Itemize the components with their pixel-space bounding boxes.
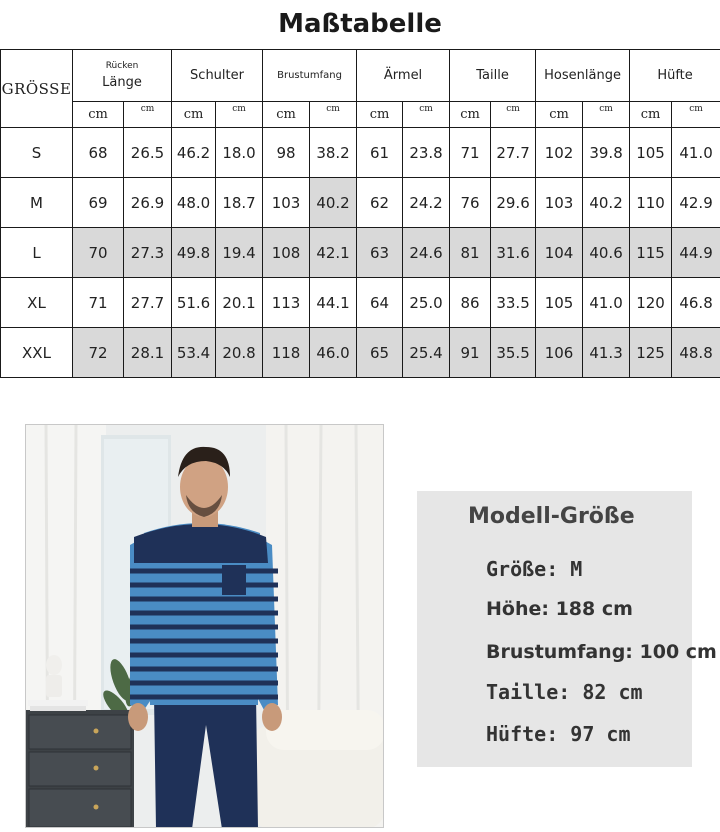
table-cell: 104	[536, 228, 583, 278]
table-cell: 46.2	[172, 128, 216, 178]
model-illustration	[26, 425, 384, 828]
model-size-title: Modell-Größe	[468, 504, 635, 529]
table-cell: 64	[357, 278, 403, 328]
group-header-waist: Taille	[450, 50, 536, 102]
table-cell: 20.8	[216, 328, 263, 378]
table-cell: 86	[450, 278, 491, 328]
unit-cell: cm	[583, 102, 630, 128]
table-cell: 24.6	[403, 228, 450, 278]
table-cell: 110	[630, 178, 672, 228]
size-label: S	[1, 128, 73, 178]
table-cell: 72	[73, 328, 124, 378]
table-cell: 106	[536, 328, 583, 378]
table-cell: 68	[73, 128, 124, 178]
model-size-line: Größe: M	[486, 557, 583, 581]
table-cell: 63	[357, 228, 403, 278]
model-photo	[25, 424, 384, 828]
table-cell: 38.2	[310, 128, 357, 178]
table-cell: 76	[450, 178, 491, 228]
model-hip-line: Hüfte: 97 cm	[486, 722, 631, 746]
size-chart-table	[0, 49, 720, 378]
table-cell: 44.9	[672, 228, 720, 278]
unit-cell: cm	[630, 102, 672, 128]
table-cell: 27.7	[124, 278, 172, 328]
table-cell: 53.4	[172, 328, 216, 378]
table-row-s	[1, 128, 720, 178]
page-title: Maßtabelle	[278, 9, 442, 39]
size-label: XXL	[1, 328, 73, 378]
table-cell: 46.0	[310, 328, 357, 378]
table-cell: 103	[263, 178, 310, 228]
table-cell: 24.2	[403, 178, 450, 228]
table-cell: 31.6	[491, 228, 536, 278]
unit-cell: cm	[73, 102, 124, 128]
size-label: XL	[1, 278, 73, 328]
unit-cell: cm	[357, 102, 403, 128]
unit-cell: cm	[263, 102, 310, 128]
table-cell: 62	[357, 178, 403, 228]
table-cell: 102	[536, 128, 583, 178]
table-cell: 19.4	[216, 228, 263, 278]
group-header-sleeve: Ärmel	[357, 50, 450, 102]
table-cell: 71	[450, 128, 491, 178]
table-cell: 27.3	[124, 228, 172, 278]
unit-cell: cm	[403, 102, 450, 128]
table-row-l	[1, 228, 720, 278]
table-cell: 25.4	[403, 328, 450, 378]
table-cell: 91	[450, 328, 491, 378]
size-header: GRÖSSE	[1, 50, 73, 128]
header-row-units	[1, 102, 720, 128]
table-cell: 29.6	[491, 178, 536, 228]
model-height-line: Höhe: 188 cm	[486, 598, 633, 620]
table-cell: 70	[73, 228, 124, 278]
table-cell: 18.7	[216, 178, 263, 228]
table-cell: 40.2	[310, 178, 357, 228]
size-label: L	[1, 228, 73, 278]
table-cell: 71	[73, 278, 124, 328]
table-cell: 35.5	[491, 328, 536, 378]
table-cell: 113	[263, 278, 310, 328]
table-cell: 33.5	[491, 278, 536, 328]
table-cell: 40.6	[583, 228, 630, 278]
unit-cell: cm	[672, 102, 720, 128]
table-cell: 41.0	[583, 278, 630, 328]
table-cell: 44.1	[310, 278, 357, 328]
unit-cell: cm	[310, 102, 357, 128]
table-cell: 51.6	[172, 278, 216, 328]
unit-cell: cm	[536, 102, 583, 128]
header-row-groups	[1, 50, 720, 102]
table-cell: 115	[630, 228, 672, 278]
table-cell: 48.0	[172, 178, 216, 228]
table-cell: 25.0	[403, 278, 450, 328]
table-cell: 118	[263, 328, 310, 378]
table-cell: 49.8	[172, 228, 216, 278]
table-cell: 65	[357, 328, 403, 378]
group-header-label: Länge	[102, 75, 142, 90]
unit-cell: cm	[124, 102, 172, 128]
table-cell: 120	[630, 278, 672, 328]
table-cell: 28.1	[124, 328, 172, 378]
table-cell: 20.1	[216, 278, 263, 328]
table-cell: 81	[450, 228, 491, 278]
size-label: M	[1, 178, 73, 228]
table-cell: 46.8	[672, 278, 720, 328]
group-header-top: Rücken	[105, 61, 139, 71]
table-cell: 105	[536, 278, 583, 328]
table-row-xl	[1, 278, 720, 328]
table-cell: 98	[263, 128, 310, 178]
table-cell: 39.8	[583, 128, 630, 178]
table-cell: 26.5	[124, 128, 172, 178]
table-cell: 125	[630, 328, 672, 378]
table-cell: 18.0	[216, 128, 263, 178]
table-cell: 27.7	[491, 128, 536, 178]
table-cell: 108	[263, 228, 310, 278]
unit-cell: cm	[491, 102, 536, 128]
table-cell: 23.8	[403, 128, 450, 178]
unit-cell: cm	[216, 102, 263, 128]
group-header-length	[73, 50, 172, 102]
table-cell: 103	[536, 178, 583, 228]
model-waist-line: Taille: 82 cm	[486, 680, 643, 704]
table-cell: 26.9	[124, 178, 172, 228]
group-header-shoulder: Schulter	[172, 50, 263, 102]
table-row-xxl	[1, 328, 720, 378]
table-cell: 48.8	[672, 328, 720, 378]
table-cell: 42.9	[672, 178, 720, 228]
table-row-m	[1, 178, 720, 228]
table-cell: 40.2	[583, 178, 630, 228]
unit-cell: cm	[172, 102, 216, 128]
table-cell: 69	[73, 178, 124, 228]
table-cell: 41.0	[672, 128, 720, 178]
model-chest-line: Brustumfang: 100 cm	[486, 641, 717, 663]
table-cell: 41.3	[583, 328, 630, 378]
group-header-hip: Hüfte	[630, 50, 720, 102]
table-cell: 42.1	[310, 228, 357, 278]
group-header-trouser-length: Hosenlänge	[536, 50, 630, 102]
table-cell: 105	[630, 128, 672, 178]
unit-cell: cm	[450, 102, 491, 128]
table-cell: 61	[357, 128, 403, 178]
group-header-chest: Brustumfang	[263, 50, 357, 102]
